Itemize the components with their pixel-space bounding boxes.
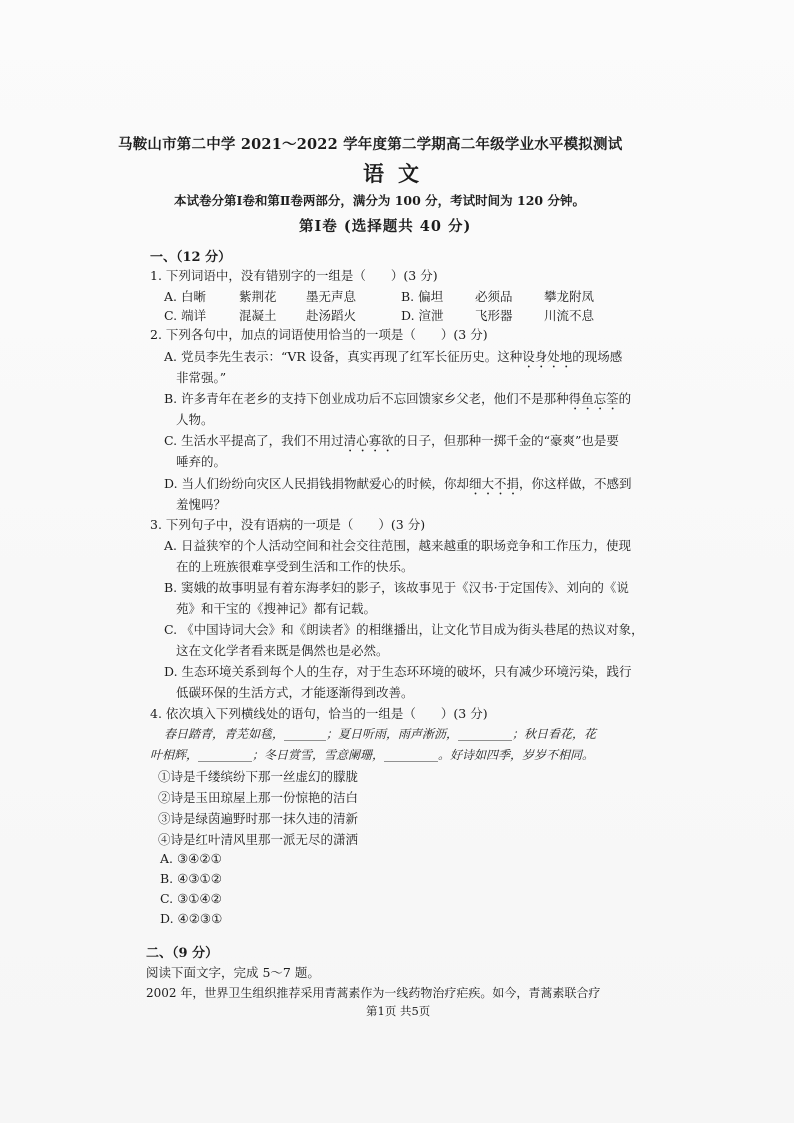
section-2-text: 2002 年，世界卫生组织推荐采用青蒿素作为一线药物治疗疟疾。如今，青蒿素联合疗 [146, 986, 601, 1000]
q3-option-c: C. 《中国诗词大会》和《朗读者》的相继播出，让文化节目成为街头巷尾的热议对象， [164, 622, 644, 637]
q2-dotted-word: 设身处地 [522, 349, 573, 364]
q2-option-d-cont: 羞愧吗？ [176, 497, 227, 512]
q2-text: C. 生活水平提高了，我们不用过 [164, 433, 344, 448]
exam-title: 马鞍山市第二中学 2021～2022 学年度第二学期高二年级学业水平模拟测试 [118, 136, 623, 153]
q3-option-d-cont: 低碳环保的生活方式，才能逐渐得到改善。 [176, 685, 414, 700]
q1-option: C. 端详 [164, 308, 207, 323]
section-2-intro: 阅读下面文字，完成 5～7 题。 [146, 965, 320, 980]
q4-item: ④诗是红叶清风里那一派无尽的潇洒 [158, 832, 359, 847]
q4-option: D. ④②③① [160, 911, 223, 926]
q1-word: 攀龙附凤 [544, 289, 595, 304]
q4-poem-line: 叶相辉，_________；冬日赏雪，雪意阑珊，_________。好诗如四季，岁岁不相同。 [150, 748, 595, 762]
q4-option: B. ④③①② [160, 871, 222, 886]
q1-option: B. 偏坦 [401, 289, 444, 304]
q1-word: 赴汤蹈火 [306, 308, 357, 323]
q3-option-c-cont: 这在文化学者看来既是偶然也是必然。 [176, 643, 389, 658]
q2-option-b [164, 389, 631, 413]
q1-word: 墨无声息 [306, 289, 357, 304]
q2-option-c [164, 431, 619, 455]
q2-text: 的 [618, 391, 632, 406]
q2-option-d [164, 474, 632, 498]
q4-option: A. ③④②① [160, 851, 222, 866]
q2-text: D. 当人们纷纷向灾区人民捐钱捐物献爱心的时候，你却 [164, 476, 470, 491]
q4-item: ②诗是玉田琼屋上那一份惊艳的洁白 [158, 790, 359, 805]
q2-dotted-word: 得鱼忘筌 [568, 391, 619, 406]
q2-text: 的日子，但那种一掷千金的“豪爽”也是要 [393, 433, 619, 448]
q1-word: 紫荆花 [239, 289, 277, 304]
page-footer: 第1页 共5页 [366, 1004, 431, 1018]
part-heading: 第Ⅰ卷 (选择题共 40 分) [299, 218, 472, 235]
q2-dotted-word: 清心寡欲 [343, 433, 394, 448]
q4-poem-line: 春日踏青，青芜如毯，_______；夏日听雨，雨声淅沥，_________；秋日看花，花 [164, 727, 597, 741]
q2-text: B. 许多青年在老乡的支持下创业成功后不忘回馈家乡父老，他们不是那种 [164, 391, 569, 406]
subject-title: 语文 [363, 161, 433, 186]
q3-option-d: D. 生态环境关系到每个人的生存，对于生态环环境的破坏，只有减少环境污染，践行 [164, 664, 632, 679]
section-1-heading: 一、（12 分） [150, 250, 232, 265]
q4-item: ①诗是千缕缤纷下那一丝虚幻的朦胧 [158, 769, 359, 784]
q1-word: 川流不息 [544, 308, 595, 323]
q2-option-a [164, 347, 622, 371]
q3-option-b-cont: 苑》和干宝的《搜神记》都有记载。 [176, 601, 377, 616]
q2-text: ，你这样做，不感到 [519, 476, 632, 491]
q2-option-c-cont: 唾弃的。 [176, 454, 227, 469]
q1-word: 飞形器 [475, 308, 513, 323]
q3-option-a-cont: 在的上班族很难享受到生活和工作的快乐。 [176, 559, 414, 574]
q2-option-a-cont: 非常强。” [176, 370, 227, 385]
section-2-heading: 二、（9 分） [146, 946, 219, 961]
q1-option: D. 渲泄 [401, 308, 444, 323]
q4-stem: 4. 依次填入下列横线处的语句，恰当的一组是（ ）(3 分) [150, 706, 488, 721]
q2-dotted-word: 细大不捐 [469, 476, 520, 491]
exam-note: 本试卷分第Ⅰ卷和第Ⅱ卷两部分，满分为 100 分，考试时间为 120 分钟。 [174, 193, 585, 208]
q2-text: 的现场感 [572, 349, 623, 364]
q4-option: C. ③①④② [160, 891, 222, 906]
q2-stem: 2. 下列各句中，加点的词语使用恰当的一项是（ ）(3 分) [150, 327, 488, 342]
q1-word: 必须品 [475, 289, 513, 304]
q1-word: 混凝土 [239, 308, 277, 323]
q2-text: A. 党员李先生表示：“VR 设备，真实再现了红军长征历史。这种 [164, 349, 523, 364]
q2-option-b-cont: 人物。 [176, 412, 214, 427]
q3-stem: 3. 下列句子中，没有语病的一项是（ ）(3 分) [150, 517, 426, 532]
q1-option: A. 白晰 [164, 289, 206, 304]
q3-option-b: B. 窦娥的故事明显有着东海孝妇的影子，该故事见于《汉书·于定国传》、刘向的《说 [164, 580, 629, 595]
q4-item: ③诗是绿茵遍野时那一抹久违的清新 [158, 811, 359, 826]
q3-option-a: A. 日益狭窄的个人活动空间和社会交往范围，越来越重的职场竞争和工作压力，使现 [164, 538, 631, 553]
q1-stem: 1. 下列词语中，没有错别字的一组是（ ）(3 分) [150, 268, 438, 283]
